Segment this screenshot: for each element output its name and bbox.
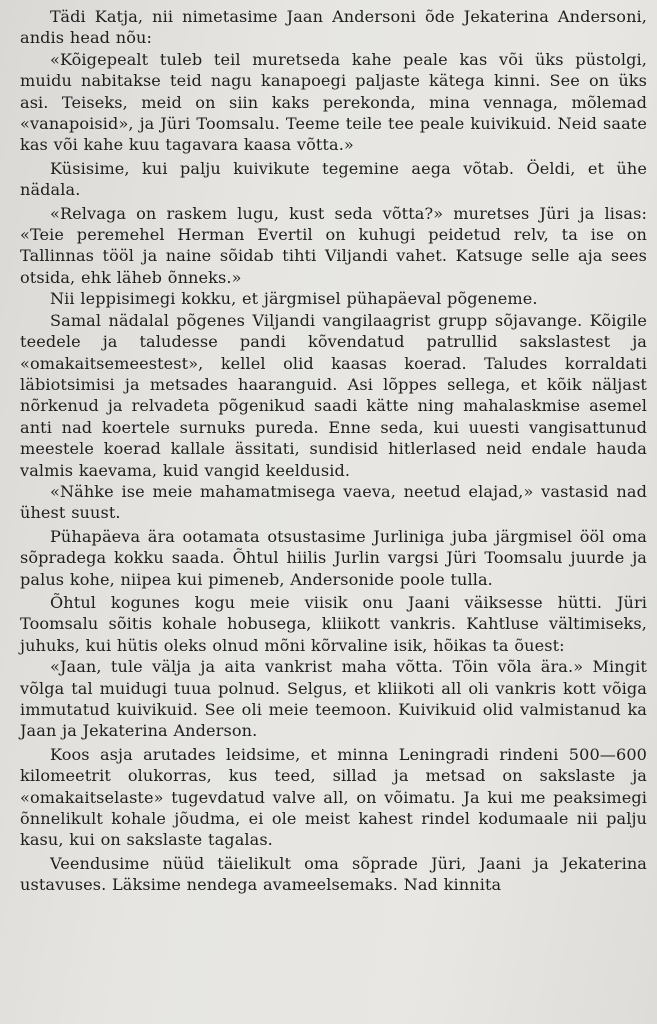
paragraph-9: Õhtul kogunes kogu meie viisik onu Jaani väiksesse hütti. Jüri Toomsalu sõitis kohale hobusega, kliikott vankris. Kahtluse vältimiseks, juhuks, kui hütis oleks olnud mõni kõrvaline isik, hõikas ta õuest: bbox=[20, 592, 647, 655]
paragraph-3: Küsisime, kui palju kuivikute tegemine aega võtab. Öeldi, et ühe nädala. bbox=[20, 158, 647, 200]
paragraph-7: «Nähke ise meie mahamatmisega vaeva, neetud elajad,» vastasid nad ühest suust. bbox=[20, 481, 647, 523]
paragraph-8: Pühapäeva ära ootamata otsustasime Jurliniga juba järgmisel ööl oma sõpradega kokku saada. Õhtul hiilis Jurlin vargsi Jüri Toomsalu juurde ja palus kohe, niipea kui pimeneb, Andersonide poole tulla. bbox=[20, 526, 647, 589]
paragraph-11: Koos asja arutades leidsime, et minna Leningradi rindeni 500—600 kilomeetrit olukorras, kus teed, sillad ja metsad on sakslaste ja «omakaitselaste» tugevdatud valve all, on võimatu. Ja kui me peaksimegi õnnelikult kohale jõudma, ei ole meist kahest rindel kodumaale nii palju kasu, kui on sakslaste tagalas. bbox=[20, 744, 647, 850]
paragraph-10: «Jaan, tule välja ja aita vankrist maha võtta. Tõin võla ära.» Mingit võlga tal muidugi tuua polnud. Selgus, et kliikoti all oli vankris kott võiga immutatud kuivikuid. See oli meie teemoon. Kuivikuid olid valmistanud ka Jaan ja Jekaterina Anderson. bbox=[20, 657, 647, 741]
paragraph-5: Nii leppisimegi kokku, et järgmisel pühapäeval põgeneme. bbox=[50, 289, 538, 309]
paragraph-6: Samal nädalal põgenes Viljandi vangilaagrist grupp sõjavange. Kõigile teedele ja taludesse pandi kõvendatud patrullid sakslastest ja «omakaitsemeestest», kellel olid kaasas koerad. Taludes korraldati läbiotsimisi ja metsades haaranguid. Asi lõppes sellega, et kõik näljast nõrkenud ja relvadeta põgenikud saadi kätte ning mahalaskmise asemel anti nad koertele surnuks pureda. Enne seda, kui uuesti vangisattunud meestele koerad kallale ässitati, sundisid hitlerlased neid endale hauda valmis kaevama, kuid vangid keeldusid. bbox=[20, 310, 647, 480]
paragraph-2: «Kõigepealt tuleb teil muretseda kahe peale kas või üks püstolgi, muidu nabitakse teid nagu kanapoegi paljaste kätega kinni. See on üks asi. Teiseks, meid on siin kaks perekonda, mina vennaga, mõlemad «vanapoisid», ja Jüri Toomsalu. Teeme teile tee peale kuivikuid. Neid saate kas või kahe kuu tagavara kaasa võtta.» bbox=[20, 49, 647, 155]
paragraph-12: Veendusime nüüd täielikult oma sõprade Jüri, Jaani ja Jekaterina ustavuses. Läksime nendega avameelsemaks. Nad kinnita bbox=[20, 853, 647, 895]
paragraph-1: Tädi Katja, nii nimetasime Jaan Andersoni õde Jekaterina Andersoni, andis head nõu: bbox=[20, 7, 647, 48]
paragraph-4: «Relvaga on raskem lugu, kust seda võtta?» muretses Jüri ja lisas: «Teie peremehel Herman Evertil on kuhugi peidetud relv, ta ise on Tallinnas tööl ja naine sõidab tihti Viljandi vahet. Katsuge selle aja sees otsida, ehk läheb õnneks.» bbox=[20, 203, 647, 287]
